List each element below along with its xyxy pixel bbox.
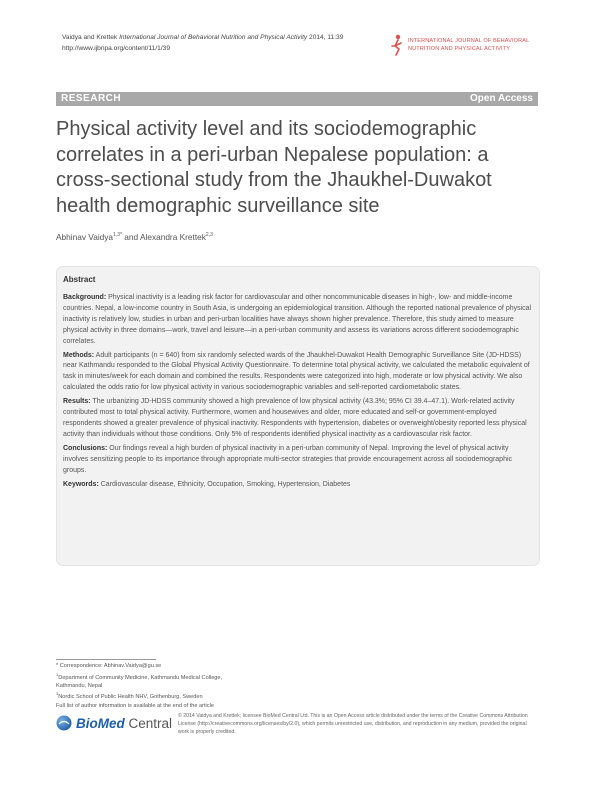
author-information-note: Full list of author information is available at the end of the article <box>56 702 214 709</box>
affiliation-marker: 3 <box>56 691 59 697</box>
abstract-heading: Abstract <box>63 275 96 284</box>
journal-logo <box>390 33 550 63</box>
abstract-background <box>63 293 535 348</box>
biomed-central-sphere-icon <box>56 715 72 731</box>
article-title: Physical activity level and its sociodemographic correlates in a peri-urban Nepalese population: a cross-sectional study from the Jhaukhel-Duwakot health demographic surveillance site <box>56 118 492 217</box>
section-label: Keywords: <box>63 480 99 488</box>
affiliation-note <box>56 671 222 682</box>
footnotes <box>56 662 222 710</box>
section-label: Results: <box>63 398 91 406</box>
abstract-sections <box>63 293 535 493</box>
publisher-wordmark-bold: BioMed <box>76 716 125 731</box>
publisher-wordmark-light: Central <box>124 716 173 731</box>
author-list <box>56 232 213 242</box>
affiliation-note-continued: Kathmandu, Nepal <box>56 682 103 689</box>
section-text: Cardiovascular disease, Ethnicity, Occupation, Smoking, Hypertension, Diabetes <box>100 480 351 488</box>
correspondence-note[interactable]: * Correspondence: Abhinav.Vaidya@gu.se <box>56 663 162 669</box>
affiliation-note <box>56 690 222 701</box>
section-text: Physical inactivity is a leading risk factor for cardiovascular and other noncommunicable diseases in high-, low- and middle-income countries. Nepal, a low-income country in South Asia, is undergoing an epidemiological transition. Although the reported national prevalence of physical inactivity is relatively low, studies in urban and peri-urban localities have always shown higher prevalence. Therefore, this study aimed to measure physical activity in three domains—work, travel and leisure—in a peri-urban community and assess its variations across different sociodemographic correlates. <box>63 294 532 345</box>
citation-authors: Vaidya and Krettek <box>62 34 120 41</box>
affiliation-text: Department of Community Medicine, Kathmandu Medical College, <box>58 674 223 681</box>
journal-logo-line-1: INTERNATIONAL JOURNAL OF BEHAVIORAL <box>408 38 530 44</box>
publisher-logo <box>56 713 171 735</box>
abstract-results <box>63 397 535 441</box>
footnote-divider <box>56 659 156 660</box>
affiliation-text: Nordic School of Public Health NHV, Gothenburg, Sweden <box>58 694 203 701</box>
section-label: Background: <box>63 294 107 301</box>
author-affiliation-marker: 2,3 <box>205 232 213 239</box>
section-label: Conclusions: <box>63 444 108 452</box>
section-text: Our findings reveal a high burden of physical inactivity in a peri-urban community of Nepal. Improving the level of physical activity involves sensitizing people to its importance through appropriate multi-sector strategies that provide encouragement across all sociodemographic groups. <box>63 444 513 474</box>
publisher-wordmark <box>76 716 172 731</box>
section-text: Adult participants (n = 640) from six randomly selected wards of the Jhaukhel-Duwakot Health Demographic Surveillance Site (JD-HDSS) near Kathmandu responded to the Global Physical Activity Questionnaire. To determine total physical activity, we calculated the metabolic equivalent of task in minutes/week for each domain and combined the results. Respondents were categorized into high, moderate or low physical activity. We also calculated the odds ratio for low physical activity in various sociodemographic variables and self-reported cardiometabolic states. <box>63 351 530 392</box>
citation-volume: 2014, 11:39 <box>307 34 344 41</box>
author-name[interactable]: Alexandra Krettek <box>139 232 206 242</box>
article-type-label: RESEARCH <box>61 93 122 104</box>
citation-line-1 <box>62 33 343 44</box>
author-affiliation-marker: 1,3* <box>113 232 122 239</box>
journal-logo-text <box>408 38 529 53</box>
citation-url[interactable]: http://www.ijbnpa.org/content/11/1/39 <box>62 44 171 52</box>
license-statement: © 2014 Vaidya and Krettek; licensee BioMed Central Ltd. This is an Open Access article distributed under the terms of the Creative Commons Attribution License (http://creativecommons.org/licenses/by/2.0), which permits unrestricted use, distribution, and reproduction in any medium, provided the original work is properly credited. <box>178 713 528 736</box>
affiliation-marker: 1 <box>56 671 59 677</box>
citation-journal: International Journal of Behavioral Nutrition and Physical Activity <box>119 34 308 41</box>
journal-figure-icon <box>390 34 404 56</box>
abstract-methods <box>63 351 535 395</box>
abstract-panel <box>56 266 540 566</box>
journal-logo-line-2: NUTRITION AND PHYSICAL ACTIVITY <box>408 45 511 52</box>
section-label: Methods: <box>63 351 95 359</box>
section-text: The urbanizing JD-HDSS community showed a high prevalence of low physical activity (43.3%; 95% CI 39.4–47.1). Work-related activity contributed most to total physical activity. Furthermore, women and housewives and older, more educated and self-or government-employed respondents showed a greater prevalence of physical inactivity. Respondents with hypertension, diabetes or overweight/obesity reported less physical activity than individuals without those conditions. Only 5% of respondents identified physical inactivity as a cardiovascular risk factor. <box>63 398 527 438</box>
open-access-label: Open Access <box>470 93 533 104</box>
author-name[interactable]: Abhinav Vaidya <box>56 232 114 242</box>
citation <box>62 33 343 54</box>
article-type-bar <box>56 92 538 106</box>
author-connector: and <box>121 232 140 242</box>
abstract-conclusions <box>63 444 535 477</box>
abstract-keywords <box>63 480 535 491</box>
